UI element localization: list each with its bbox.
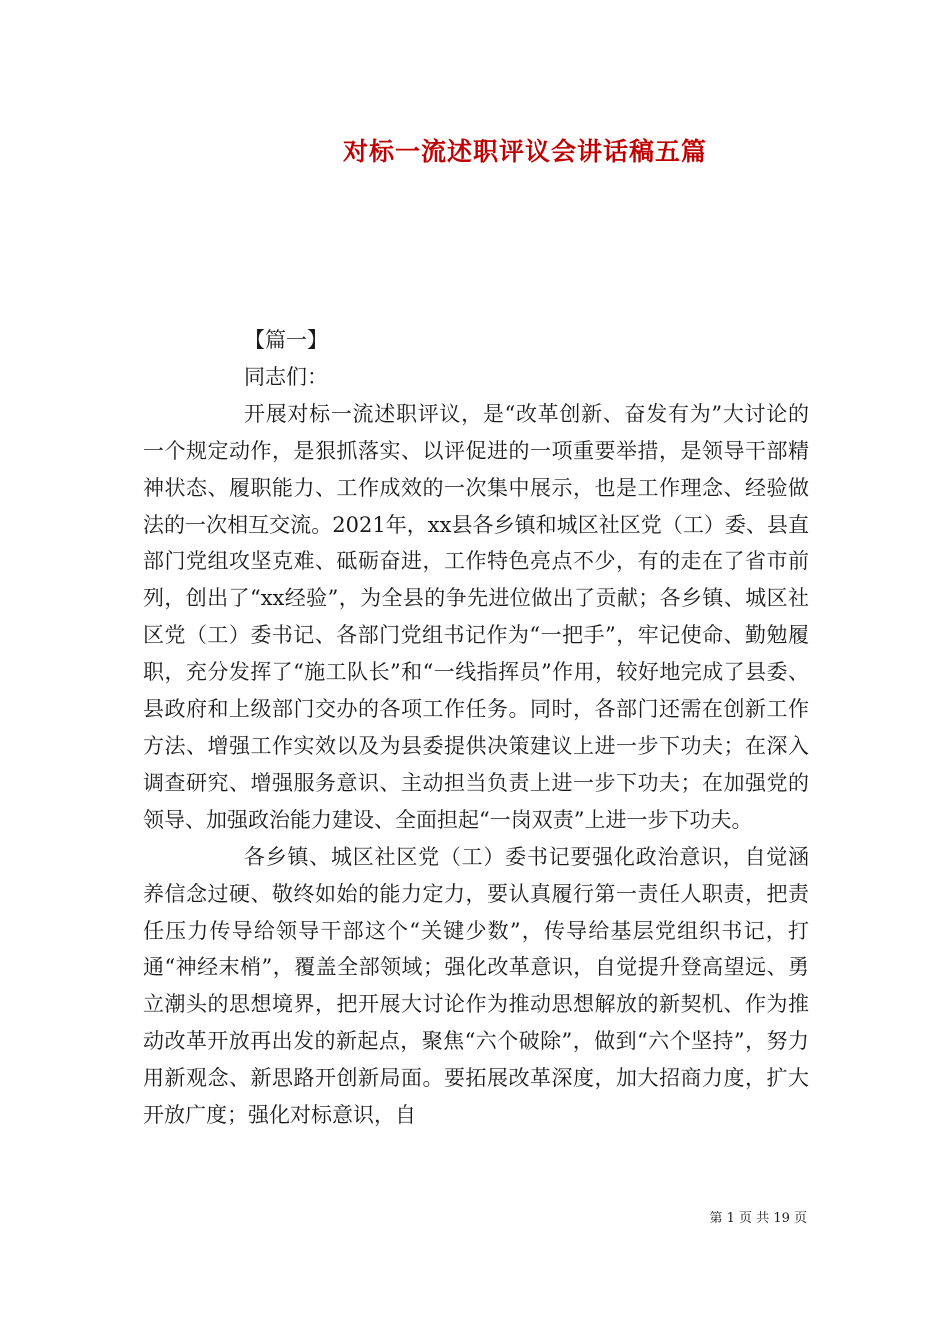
section-label: 【篇一】 — [244, 328, 328, 352]
salutation: 同志们： — [244, 364, 328, 389]
page-number-footer: 第 1 页 共 19 页 — [709, 1211, 807, 1226]
document-body — [143, 322, 809, 1134]
paragraph-1: 开展对标一流述职评议，是“改革创新、奋发有为”大讨论的一个规定动作，是狠抓落实、以评促进的一项重要举措，是领导干部精神状态、履职能力、工作成效的一次集中展示，也是工作理念、经验做法的一次相互交流。2021年，xx县各乡镇和城区社区党（工）委、县直部门党组攻坚克难、砥砺奋进，工作特色亮点不少，有的走在了省市前列，创出了“xx经验”，为全县的争先进位做出了贡献；各乡镇、城区社区党（工）委书记、各部门党组书记作为“一把手”，牢记使命、勤勉履职，充分发挥了“施工队长”和“一线指挥员”作用，较好地完成了县委、县政府和上级部门交办的各项工作任务。同时，各部门还需在创新工作方法、增强工作实效以及为县委提供决策建议上进一步下功夫；在深入调查研究、增强服务意识、主动担当负责上进一步下功夫；在加强党的领导、加强政治能力建设、全面担起“一岗双责”上进一步下功夫。 — [143, 401, 809, 832]
paragraph-2: 各乡镇、城区社区党（工）委书记要强化政治意识，自觉涵养信念过硬、敬终如始的能力定力，要认真履行第一责任人职责，把责任压力传导给领导干部这个“关键少数”，传导给基层党组织书记，打通“神经末梢”，覆盖全部领域；强化改革意识，自觉提升登高望远、勇立潮头的思想境界，把开展大讨论作为推动思想解放的新契机、作为推动改革开放再出发的新起点，聚焦“六个破除”，做到“六个坚持”，努力用新观念、新思路开创新局面。要拓展改革深度，加大招商力度，扩大开放广度；强化对标意识，自 — [143, 844, 809, 1128]
document-title: 对标一流述职评议会讲话稿五篇 — [342, 137, 707, 166]
